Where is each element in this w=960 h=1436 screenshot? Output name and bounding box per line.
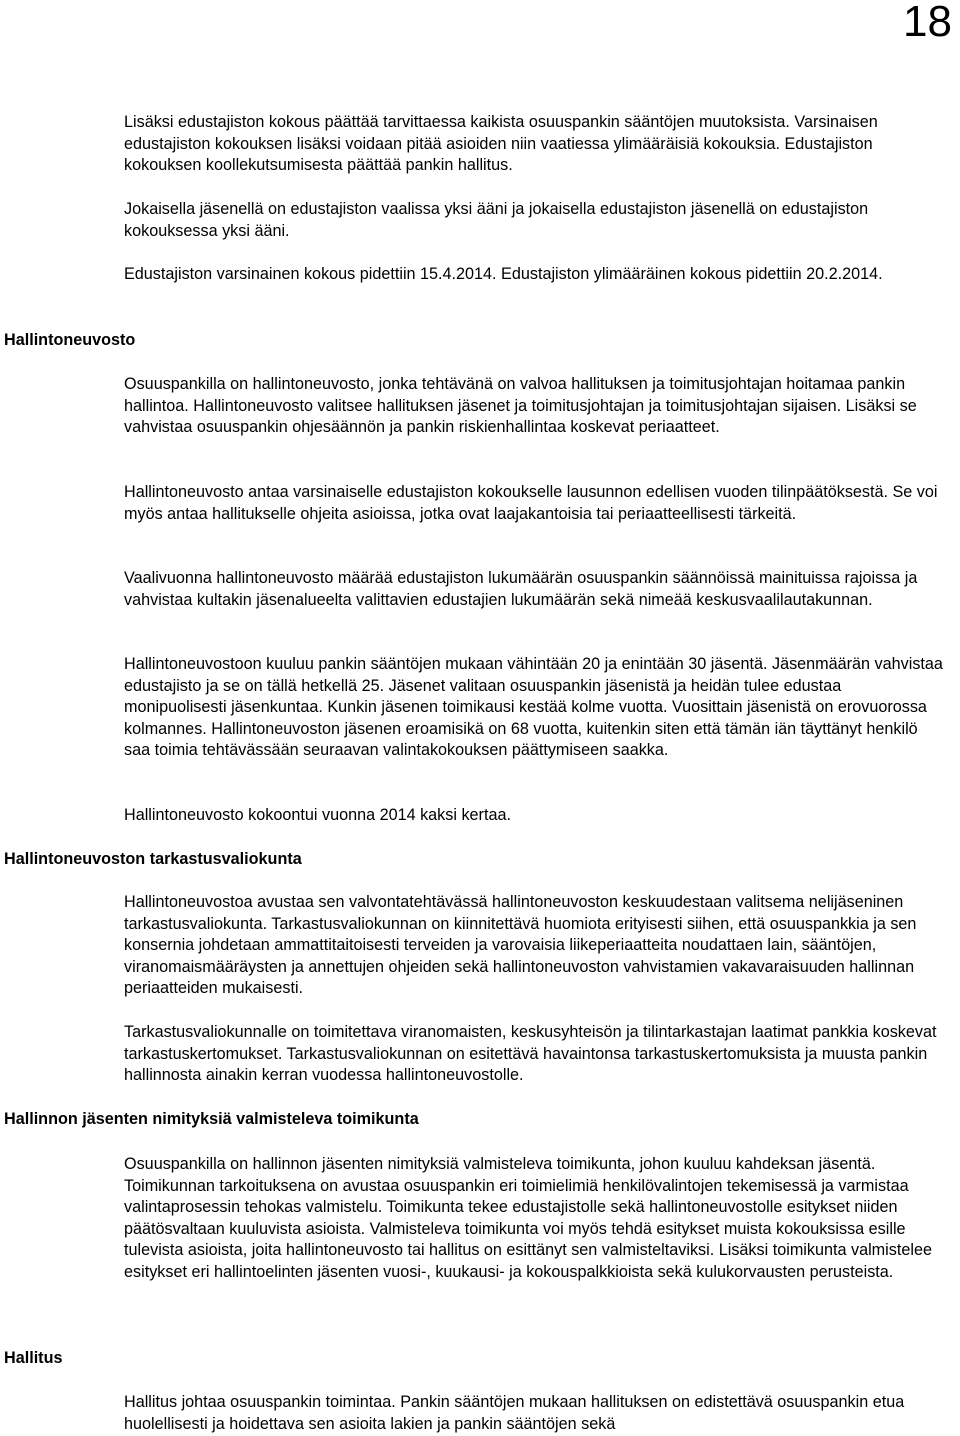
paragraph-lausunto: Hallintoneuvosto antaa varsinaiselle edustajiston kokoukselle lausunnon edellisen vuoden tilinpäätöksestä. Se voi myös antaa hallitukselle ohjeita asioissa, jotka ovat laajakantoisia tai periaatteellisesti tärkeitä. [124, 483, 938, 523]
heading-hallintoneuvosto: Hallintoneuvosto [4, 331, 136, 349]
paragraph-nimitystoimikunta: Osuuspankilla on hallinnon jäsenten nimityksiä valmisteleva toimikunta, johon kuuluu kahdeksan jäsentä. Toimikunnan tarkoituksena on avustaa osuuspankin eri toimielimiä henkilövalintojen tekemisessä ja varmistaa valintaprosessin tehokas valmistelu. Toimikunta tekee edustajistolle sekä hallintoneuvostolle esitykset niiden päätösvaltaan kuuluvista asioista. Valmisteleva toimikunta voi myös tehdä esitykset muista kokouksissa esille tulevista asioista, joita hallintoneuvosto tai hallitus on esittänyt sen valmisteltaviksi. Lisäksi toimikunta valmistelee esitykset eri hallintoelinten jäsenten vuosi-, kuukausi- ja kokouspalkkioista sekä kulukorvausten perusteista. [124, 1155, 932, 1281]
paragraph-aanioikeus: Jokaisella jäsenellä on edustajiston vaalissa yksi ääni ja jokaisella edustajiston jäsenellä on edustajiston kokouksessa yksi ääni. [124, 200, 869, 240]
paragraph-hallitus: Hallitus johtaa osuuspankin toimintaa. Pankin sääntöjen mukaan hallituksen on edistettävä osuuspankin etua huolellisesti ja hoidettava sen asioita lakien ja pankin sääntöjen sekä [124, 1393, 905, 1433]
paragraph-kokous-paattaa: Lisäksi edustajiston kokous päättää tarvittaessa kaikista osuuspankin sääntöjen muutoksista. Varsinaisen edustajiston kokouksen lisäksi voidaan pitää asioiden niin vaatiessa ylimääräisiä kokouksia. Edustajiston kokouksen koollekutsumisesta päättää pankin hallitus. [124, 113, 878, 174]
paragraph-kokouspaivat: Edustajiston varsinainen kokous pidettiin 15.4.2014. Edustajiston ylimääräinen kokous pidettiin 20.2.2014. [124, 265, 883, 283]
heading-nimitystoimikunta: Hallinnon jäsenten nimityksiä valmisteleva toimikunta [4, 1110, 419, 1128]
paragraph-tarkastusvaliokunta: Hallintoneuvostoa avustaa sen valvontatehtävässä hallintoneuvoston keskuudestaan valitsema nelijäseninen tarkastusvaliokunta. Tarkastusvaliokunnan on kiinnitettävä huomiota erityisesti siihen, että osuuspankkia ja sen konsernia johdetaan ammattitaitoisesti terveiden ja varovaisia liikeperiaatteita noudattaen lain, sääntöjen, viranomaismääräysten ja annettujen ohjeiden sekä hallintoneuvoston vahvistamien vakavaraisuuden hallinnan periaatteiden mukaisesti. [124, 893, 917, 997]
paragraph-jasenmaara: Hallintoneuvostoon kuuluu pankin sääntöjen mukaan vähintään 20 ja enintään 30 jäsentä. Jäsenmäärän vahvistaa edustajisto ja se on tällä hetkellä 25. Jäsenet valitaan osuuspankin jäsenistä ja heidän tulee edustaa monipuolisesti jäsenkuntaa. Kunkin jäsenen toimikausi kestää kolme vuotta. Vuosittain jäsenistä on erovuorossa kolmannes. Hallintoneuvoston jäsenen eroamisikä on 68 vuotta, kuitenkin siten että tämän iän täyttänyt henkilö saa toimia tehtävässään seuraavan valintakokouksen päättymiseen saakka. [124, 655, 943, 759]
heading-tarkastusvaliokunta: Hallintoneuvoston tarkastusvaliokunta [4, 850, 302, 868]
paragraph-hallintoneuvosto-tehtava: Osuuspankilla on hallintoneuvosto, jonka tehtävänä on valvoa hallituksen ja toimitusjohtajan hoitamaa pankin hallintoa. Hallintoneuvosto valitsee hallituksen jäsenet ja toimitusjohtajan ja toimitusjohtajan sijaisen. Lisäksi se vahvistaa osuuspankin ohjesäännön ja pankin riskienhallintaa koskevat periaatteet. [124, 375, 917, 436]
paragraph-tarkastuskertomukset: Tarkastusvaliokunnalle on toimitettava viranomaisten, keskusyhteisön ja tilintarkastajan laatimat pankkia koskevat tarkastuskertomukset. Tarkastusvaliokunnan on esitettävä havaintonsa tarkastuskertomuksista ja muusta pankin hallinnosta ainakin kerran vuodessa hallintoneuvostolle. [124, 1023, 937, 1084]
heading-hallitus: Hallitus [4, 1349, 63, 1367]
paragraph-kokoontui: Hallintoneuvosto kokoontui vuonna 2014 kaksi kertaa. [124, 806, 511, 824]
paragraph-vaalivuonna: Vaalivuonna hallintoneuvosto määrää edustajiston lukumäärän osuuspankin säännöissä mainituissa rajoissa ja vahvistaa kultakin jäsenalueelta valittavien edustajien lukumäärän sekä nimeää keskusvaalilautakunnan. [124, 569, 918, 609]
page-number: 18 [903, 0, 952, 46]
